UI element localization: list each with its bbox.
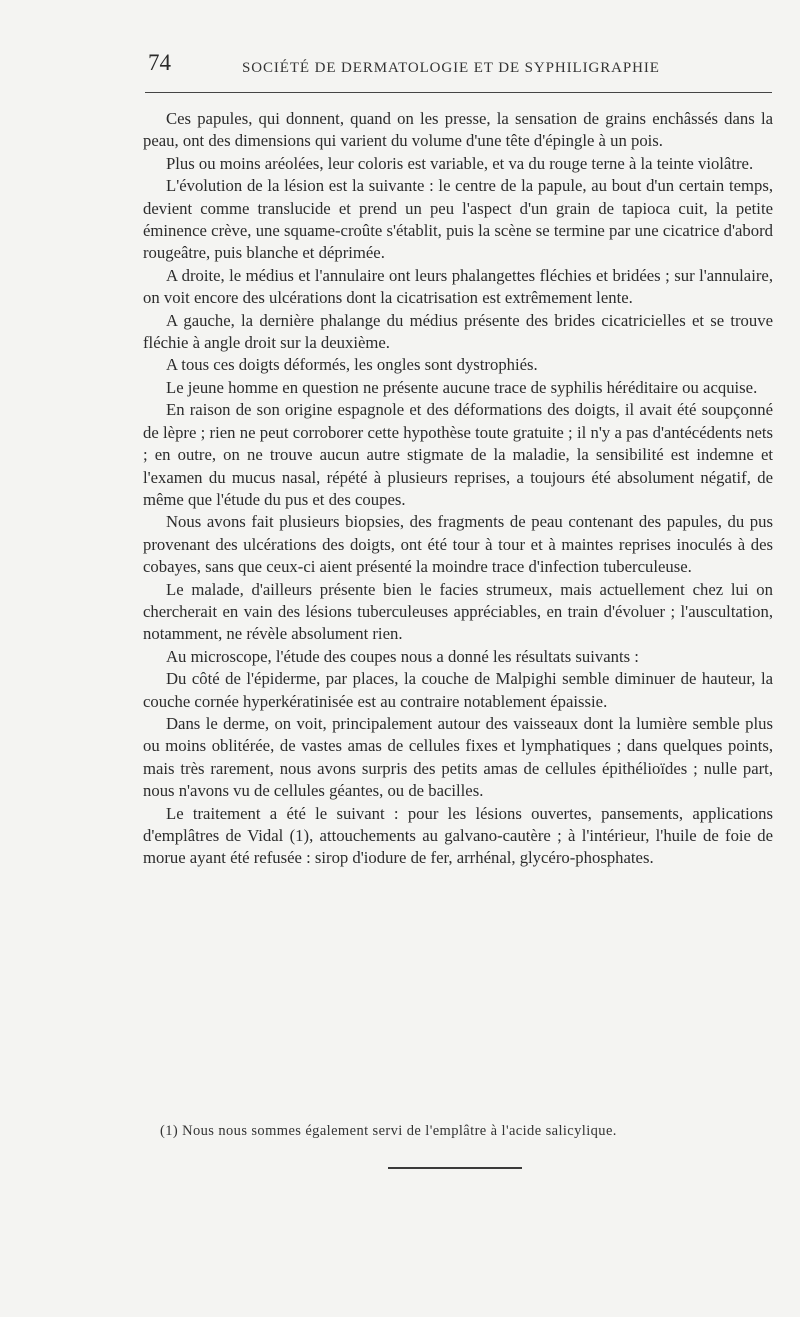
- paragraph: Nous avons fait plusieurs biopsies, des fragments de peau contenant des papules, du pus provenant des ulcérations des doigts, ont été tour à tour et à maintes reprises inoculés à des cobayes, sans que ceux-ci aient présenté la moindre trace d'infection tuberculeuse.: [143, 512, 773, 577]
- page-header: [148, 50, 773, 82]
- paragraph: Plus ou moins aréolées, leur coloris est variable, et va du rouge terne à la teinte violâtre.: [166, 153, 754, 173]
- footnote: (1) Nous nous sommes également servi de l'emplâtre à l'acide salicylique.: [160, 1123, 617, 1139]
- page-number: 74: [148, 50, 171, 75]
- paragraph: Dans le derme, on voit, principalement autour des vaisseaux dont la lumière semble plus ou moins oblitérée, de vastes amas de cellules fixes et lymphatiques ; dans quelques points, mais très rarement, nous avons surpris des petits amas de cellules épithélioïdes ; nulle part, nous n'avons vu de cellules géantes, ou de bacilles.: [143, 713, 773, 801]
- paragraph: L'évolution de la lésion est la suivante : le centre de la papule, au bout d'un certain temps, devient comme translucide et prend un peu l'aspect d'un grain de tapioca cuit, la petite éminence crève, une squame-croûte s'établit, puis la scène se termine par une cicatrice d'abord rougeâtre, puis blanche et déprimée.: [143, 176, 773, 263]
- paragraph: Le jeune homme en question ne présente aucune trace de syphilis héréditaire ou acquise.: [166, 377, 758, 397]
- end-rule: [388, 1167, 522, 1169]
- header-rule: [145, 92, 772, 93]
- body-text: [143, 108, 773, 870]
- paragraph: En raison de son origine espagnole et des déformations des doigts, il avait été soupçonné de lèpre ; rien ne peut corroborer cette hypothèse toute gratuite ; il n'y a pas d'antécédents nets ; en outre, on ne trouve aucun autre stigmate de la maladie, la sensibilité est indemne et l'examen du mucus nasal, répété à plusieurs reprises, a toujours été absolument négatif, de même que l'étude du pus et des coupes.: [143, 400, 773, 509]
- paragraph: Du côté de l'épiderme, par places, la couche de Malpighi semble diminuer de hauteur, la couche cornée hyperkératinisée est au contraire notablement épaissie.: [143, 669, 773, 711]
- paragraph: A droite, le médius et l'annulaire ont leurs phalangettes fléchies et bridées ; sur l'annulaire, on voit encore des ulcérations dont la cicatrisation est extrêmement lente.: [143, 265, 773, 308]
- paragraph: Ces papules, qui donnent, quand on les presse, la sensation de grains enchâssés dans la peau, ont des dimensions qui varient du volume d'une tête d'épingle à un pois.: [143, 109, 773, 151]
- paragraph: Le traitement a été le suivant : pour les lésions ouvertes, pansements, applications d'emplâtres de Vidal (1), attouchements au galvano-cautère ; à l'intérieur, l'huile de foie de morue ayant été refusée : sirop d'iodure de fer, arrhénal, glycéro-phosphates.: [143, 803, 773, 868]
- paragraph: Au microscope, l'étude des coupes nous a donné les résultats suivants :: [166, 646, 639, 666]
- paragraph: Le malade, d'ailleurs présente bien le facies strumeux, mais actuellement chez lui on chercherait en vain des lésions tuberculeuses appréciables, en train d'évoluer ; l'auscultation, notamment, ne révèle absolument rien.: [143, 579, 773, 644]
- paragraph: A gauche, la dernière phalange du médius présente des brides cicatricielles et se trouve fléchie à angle droit sur la deuxième.: [143, 310, 773, 353]
- paragraph: A tous ces doigts déformés, les ongles sont dystrophiés.: [166, 355, 538, 375]
- running-title: SOCIÉTÉ DE DERMATOLOGIE ET DE SYPHILIGRAPHIE: [242, 60, 660, 76]
